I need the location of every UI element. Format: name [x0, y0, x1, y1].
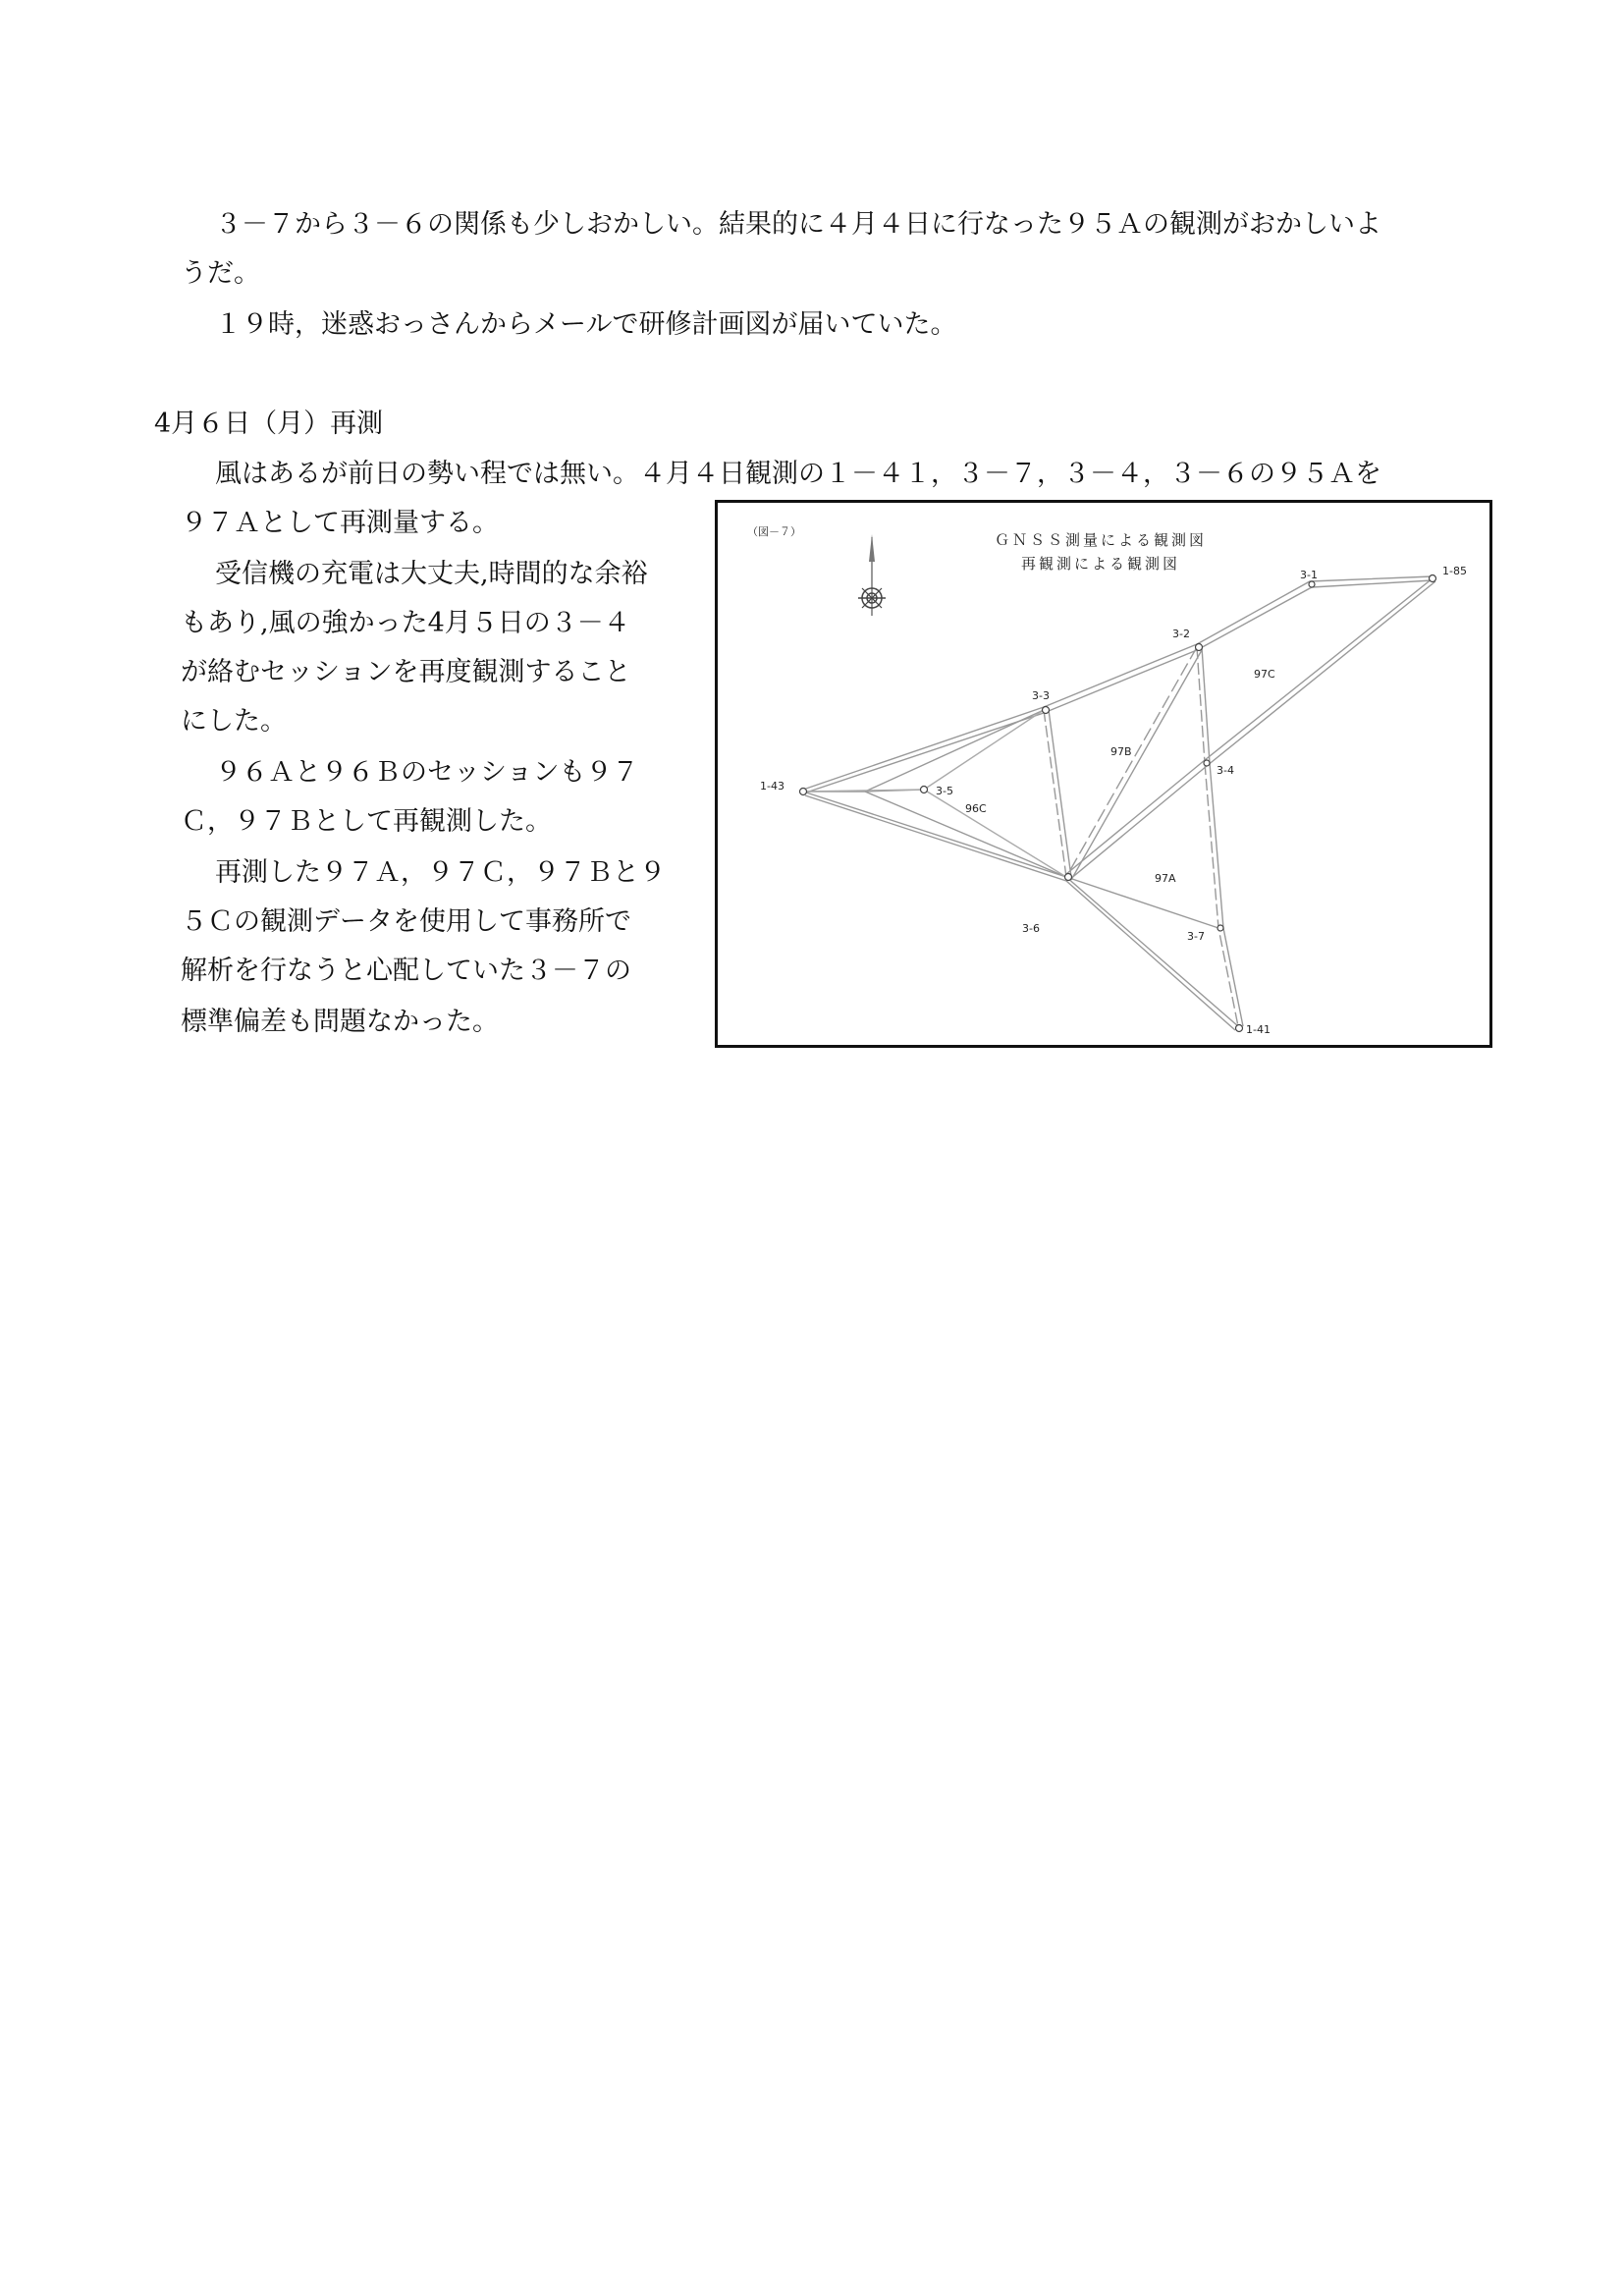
- station-label: 1-41: [1246, 1023, 1271, 1036]
- station-label: 3-6: [1022, 922, 1040, 935]
- figure-label: （図－７）: [747, 525, 801, 538]
- station-markers: [800, 575, 1436, 1032]
- paragraph-line: 風はあるが前日の勢い程では無い。４月４日観測の１－４１，３－７，３－４，３－６の９５Ａを: [215, 459, 1381, 489]
- station-label: 3-3: [1032, 689, 1050, 702]
- paragraph-line: 再測した９７Ａ，９７Ｃ，９７Ｂと９: [215, 857, 666, 888]
- session-label: 96C: [965, 802, 987, 815]
- paragraph-line: 解析を行なうと心配していた３－７の: [181, 956, 631, 986]
- paragraph-line: ９６Ａと９６Ｂのセッションも９７: [215, 757, 639, 788]
- paragraph-line: 標準偏差も問題なかった。: [181, 1007, 499, 1037]
- paragraph-line: １９時，迷惑おっさんからメールで研修計画図が届いていた。: [215, 309, 957, 340]
- paragraph-line: にした。: [181, 706, 287, 737]
- figure-subtitle: 再観測による観測図: [1020, 555, 1181, 573]
- paragraph-line: 受信機の充電は大丈夫,時間的な余裕: [215, 559, 648, 589]
- paragraph-line: うだ。: [181, 258, 260, 289]
- paragraph-line: ３－７から３－６の関係も少しおかしい。結果的に４月４日に行なった９５Ａの観測がおかしいよ: [215, 209, 1381, 240]
- paragraph-line: ９７Ａとして再測量する。: [181, 508, 499, 538]
- observation-figure: [715, 500, 1492, 1048]
- session-label: 97A: [1155, 872, 1176, 885]
- station-label: 3-1: [1300, 569, 1318, 581]
- station-label: 3-5: [936, 785, 953, 797]
- station-label: 1-85: [1442, 565, 1467, 577]
- station-label: 3-7: [1187, 930, 1205, 943]
- station-label: 1-43: [760, 780, 784, 793]
- date-heading: 4月６日（月）再測: [154, 409, 384, 439]
- paragraph-line: ５Ｃの観測データを使用して事務所で: [181, 906, 631, 937]
- station-label: 3-2: [1172, 628, 1190, 640]
- session-label: 97C: [1254, 668, 1275, 681]
- network-diagram: [718, 503, 1489, 1045]
- figure-title: ＧＮＳＳ測量による観測図: [994, 531, 1208, 549]
- paragraph-line: Ｃ，９７Ｂとして再観測した。: [181, 806, 552, 837]
- baselines: [803, 576, 1435, 1030]
- session-label: 97B: [1110, 745, 1132, 758]
- north-arrow-icon: [858, 534, 886, 616]
- paragraph-line: もあり,風の強かった4月５日の３－４: [181, 608, 630, 638]
- station-label: 3-4: [1217, 764, 1234, 777]
- paragraph-line: が絡むセッションを再度観測すること: [181, 657, 631, 687]
